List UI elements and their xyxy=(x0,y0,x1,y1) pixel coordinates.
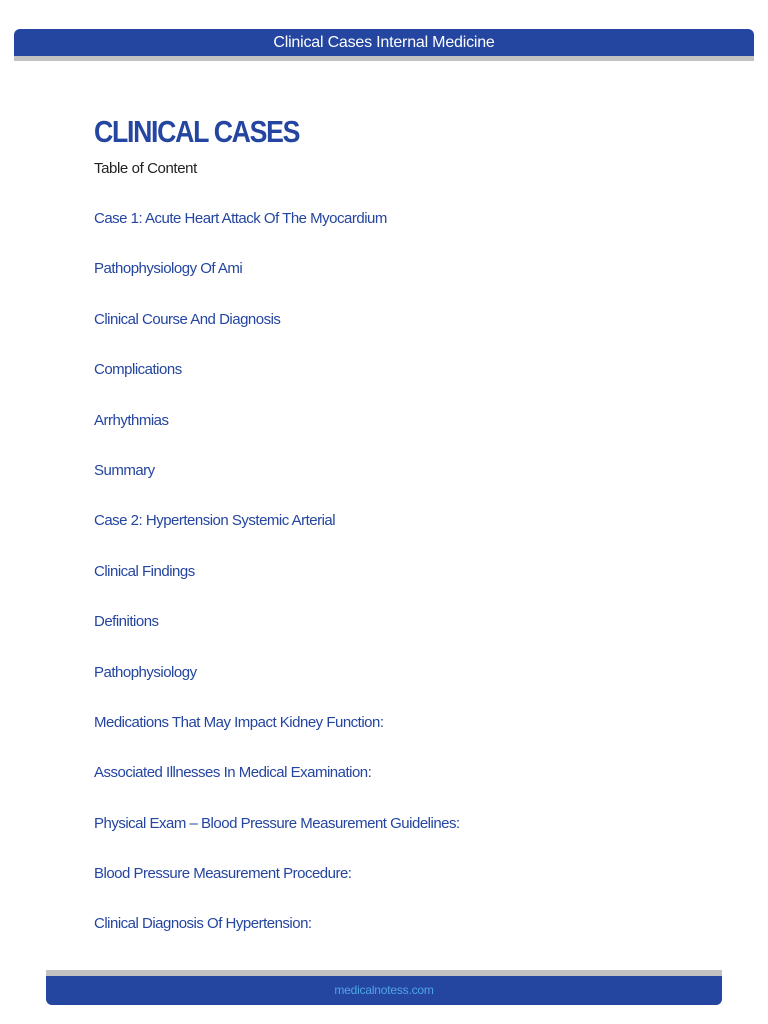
toc-link[interactable]: Clinical Course And Diagnosis xyxy=(94,310,281,328)
toc-link[interactable]: Case 1: Acute Heart Attack Of The Myocardium xyxy=(94,210,387,227)
toc-link[interactable]: Physical Exam – Blood Pressure Measurement Guidelines: xyxy=(94,814,460,832)
toc-link[interactable]: Clinical Diagnosis Of Hypertension: xyxy=(94,915,312,933)
toc-link[interactable]: Definitions xyxy=(94,613,159,631)
footer-site-link[interactable]: medicalnotess.com xyxy=(334,983,434,997)
toc-link[interactable]: Associated Illnesses In Medical Examination: xyxy=(94,764,372,782)
toc-link[interactable]: Medications That May Impact Kidney Function: xyxy=(94,713,384,731)
toc-link[interactable]: Pathophysiology Of Ami xyxy=(94,260,243,278)
toc-link[interactable]: Arrhythmias xyxy=(94,411,169,429)
header-title: Clinical Cases Internal Medicine xyxy=(273,34,495,51)
toc-link[interactable]: Summary xyxy=(94,461,155,479)
table-of-contents xyxy=(94,208,460,964)
header-divider xyxy=(14,56,754,61)
toc-link[interactable]: Case 2: Hypertension Systemic Arterial xyxy=(94,512,336,530)
toc-link[interactable]: Complications xyxy=(94,361,182,379)
footer-bar xyxy=(46,976,722,1005)
toc-link[interactable]: Blood Pressure Measurement Procedure: xyxy=(94,865,352,883)
toc-heading: Table of Content xyxy=(94,160,197,177)
toc-link[interactable]: Pathophysiology xyxy=(94,663,197,681)
page-title: CLINICAL CASES xyxy=(94,114,300,149)
toc-link[interactable]: Clinical Findings xyxy=(94,562,195,580)
header-bar xyxy=(14,29,754,56)
